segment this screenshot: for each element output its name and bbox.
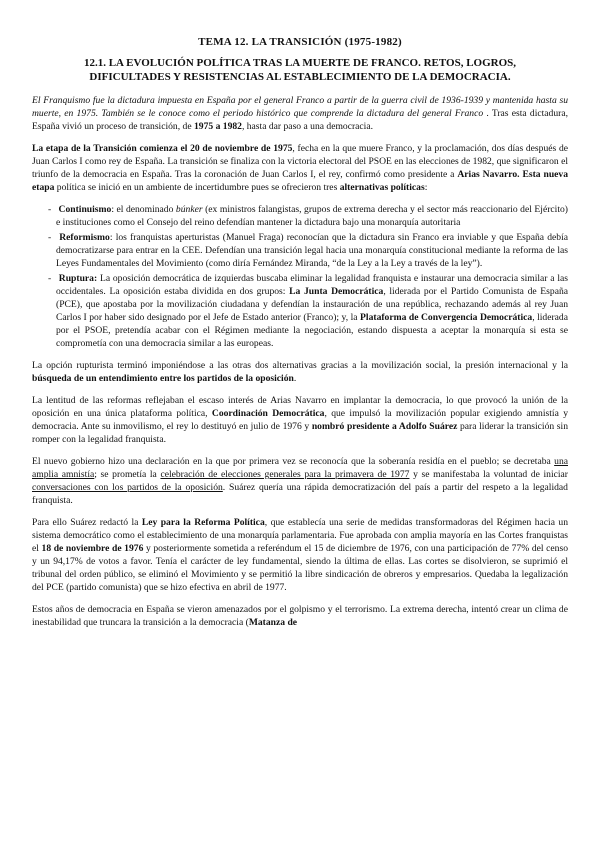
alternatives-list: [32, 203, 568, 350]
section-heading: 12.1. LA EVOLUCIÓN POLÍTICA TRAS LA MUERTE DE FRANCO. RETOS, LOGROS, DIFICULTADES Y RESISTENCIAS AL ESTABLECIMIENTO DE LA DEMOCRACIA.: [83, 57, 517, 83]
intro-italic: El Franquismo fue la dictadura impuesta en España por el general Franco a partir de la guerra civil de 1936-1939 y mantenida hasta su muerte, en 1975. También se le conoce como el periodo histórico que comprende la dictadura del general Franco: [32, 95, 568, 119]
paragraph-transition-start: La etapa de la Transición comienza el 20 de noviembre de 1975, fecha en la que muere Franco, y la proclamación, dos días después de Juan Carlos I como rey de España. La transición se finaliza con la victoria electoral del PSOE en las elecciones de 1982, que significaron el triunfo de la democracia en España. Tras la coronación de Juan Carlos I, el rey, confirmó como presidente a Arias Navarro. Esta nueva etapa política se inició en un ambiente de incertidumbre pues se ofrecieron tres alternativas políticas:: [32, 143, 569, 193]
paragraph-reform-slowness: La lentitud de las reformas reflejaban el escaso interés de Arias Navarro en implantar la democracia, lo que provocó la unión de la oposición en una única plataforma política, Coordinación Democrática, que impulsó la movilización popular exigiendo amnistía y democracia. Ante su inmovilismo, el rey lo destituyó en julio de 1976 y nombró presidente a Adolfo Suárez para liderar la transición sin romper con la legalidad franquista.: [32, 395, 568, 445]
list-item-continuismo: - Continuismo: el denominado búnker (ex ministros falangistas, grupos de extrema derecha y el sector más reaccionario del Ejército) e instituciones como el Consejo del reino defendían mantener la dictadura bajo una monarquía autoritaria: [48, 204, 568, 228]
paragraph-intro: El Franquismo fue la dictadura impuesta en España por el general Franco a partir de la guerra civil de 1936-1939 y mantenida hasta su muerte, en 1975. También se le conoce como el periodo histórico que comprende la dictadura del general Franco . Tras esta dictadura, España vivió un proceso de transición, de 1975 a 1982, hasta dar paso a una democracia.: [32, 95, 568, 132]
list-item-reformismo: - Reformismo: los franquistas aperturistas (Manuel Fraga) reconocían que la dictadura sin Franco era inviable y que España debía democratizarse para entrar en la CEE. Defendían una transición legal hacia una monarquía constitucional mediante la reforma de las Leyes Fundamentales del Movimiento (como diría Fernández Miranda, “de la Ley a la Ley a través de la ley”).: [48, 232, 568, 269]
list-item-ruptura: - Ruptura: La oposición democrática de izquierdas buscaba eliminar la legalidad franquista e instaurar una democracia similar a las occidentales. La oposición estaba dividida en dos grupos: La Junta Democrática, liderada por el Partido Comunista de España (PCE), que apostaba por la movilización ciudadana y defendían la instauración de una república, rechazando además al rey Juan Carlos I por haber sido designado por el Jefe de Estado anterior (Franco); y, la Plataforma de Convergencia Democrática, liderada por el PSOE, pretendía acabar con el Régimen mediante la negociación, estando dispuesta a aceptar la monarquía si esta se comprometía con una democracia similar a las europeas.: [48, 273, 569, 349]
paragraph-reform-law: Para ello Suárez redactó la Ley para la Reforma Política, que establecía una serie de medidas transformadoras del Régimen hacia un sistema democrático como el establecimiento de una monarquía parlamentaria. Fue aprobada con amplia mayoría en las Cortes franquistas el 18 de noviembre de 1976 y posteriormente sometida a referéndum el 15 de diciembre de 1976, con una participación de 77% del censo y un 94,17% de votos a favor. Tenía el carácter de ley fundamental, siendo la última de ellas. Las cortes se disolvieron, se suprimió el tribunal del orden público, se eliminó el Movimiento y se permitió la libre sindicación de obreros y empresarios. Quedaba la legalización del PCE (partido comunista) que se hizo efectiva en abril de 1977.: [32, 517, 568, 593]
paragraph-ruptura-outcome: La opción rupturista terminó imponiéndose a las otras dos alternativas gracias a la movilización social, la presión internacional y la búsqueda de un entendimiento entre los partidos de la oposición.: [32, 360, 568, 384]
paragraph-threats: Estos años de democracia en España se vieron amenazados por el golpismo y el terrorismo. La extrema derecha, intentó crear un clima de inestabilidad que truncara la transición a la democracia (Matanza de: [32, 604, 568, 628]
paragraph-new-government: El nuevo gobierno hizo una declaración en la que por primera vez se reconocía que la soberanía residía en el pueblo; se decretaba una amplia amnistía; se prometía la celebración de elecciones generales para la primavera de 1977 y se manifestaba la voluntad de iniciar conversaciones con los partidos de la oposición. Suárez quería una rápida democratización del país a partir del respeto a la legalidad franquista.: [32, 456, 569, 506]
document-title: TEMA 12. LA TRANSICIÓN (1975-1982): [198, 36, 402, 48]
